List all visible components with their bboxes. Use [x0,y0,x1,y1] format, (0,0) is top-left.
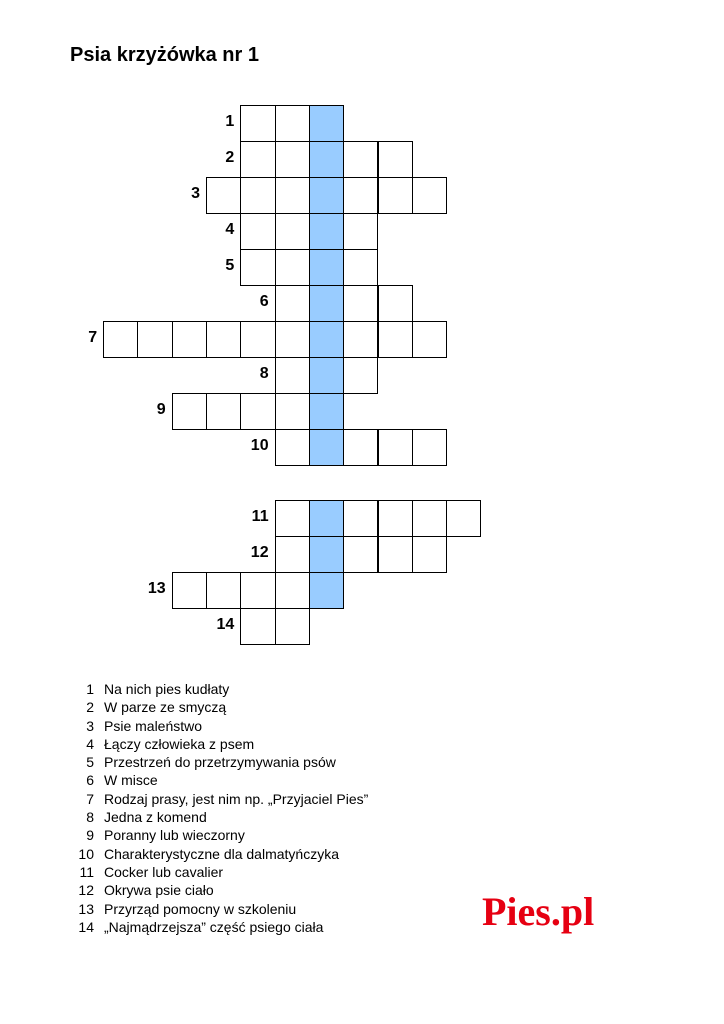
grid-cell[interactable] [240,177,275,214]
clue-item-number: 14 [78,918,94,935]
clue-number: 11 [251,508,269,525]
clue-item-text: W misce [104,772,158,789]
grid-cell[interactable] [378,500,413,537]
grid-cell[interactable] [275,357,310,394]
key-cell[interactable] [309,321,344,358]
clue-item [70,845,490,863]
clue-item [70,771,490,789]
clue-item-text: Psie maleństwo [104,717,203,734]
clue-item-number: 13 [78,900,94,917]
clue-number: 2 [225,149,235,166]
key-cell[interactable] [309,536,344,573]
grid-cell[interactable] [275,500,310,537]
grid-cell[interactable] [206,393,241,430]
grid-cell[interactable] [412,536,447,573]
clue-number: 14 [216,616,235,633]
grid-cell[interactable] [412,500,447,537]
clue-number: 3 [191,185,200,202]
clue-item-text: Łączy człowieka z psem [104,735,255,752]
clue-number: 6 [259,293,269,310]
key-cell[interactable] [309,393,344,430]
grid-cell[interactable] [206,177,241,214]
grid-cell[interactable] [378,536,413,573]
clue-item-text: Rodzaj prasy, jest nim np. „Przyjaciel Pies” [104,790,369,807]
grid-cell[interactable] [378,141,413,178]
grid-cell[interactable] [378,321,413,358]
logo: Pies.pl [482,889,595,934]
grid-cell[interactable] [240,213,275,250]
grid-cell[interactable] [240,321,275,358]
clue-item-text: Charakterystyczne dla dalmatyńczyka [104,845,339,862]
clue-item [70,753,490,771]
grid-cell[interactable] [275,105,310,142]
clue-item [70,698,490,716]
clue-item [70,790,490,808]
grid-cell[interactable] [378,285,413,322]
clue-number: 5 [225,257,235,274]
key-cell[interactable] [309,249,344,286]
grid-cell[interactable] [275,536,310,573]
grid-cell[interactable] [240,105,275,142]
clue-item-number: 8 [86,809,94,826]
clue-number: 9 [156,401,166,418]
grid-cell[interactable] [275,213,310,250]
clue-item [70,680,490,698]
grid-cell[interactable] [206,572,241,609]
clue-item-text: Przestrzeń do przetrzymywania psów [104,754,336,771]
clue-item-number: 3 [86,717,94,734]
grid-cell[interactable] [343,536,378,573]
clue-number: 8 [259,365,269,382]
grid-cell[interactable] [172,393,207,430]
clue-item-text: W parze ze smyczą [104,699,227,716]
grid-cell[interactable] [412,429,447,466]
clue-item-text: Przyrząd pomocny w szkoleniu [104,900,297,917]
clue-number: 1 [225,113,235,130]
grid-cell[interactable] [137,321,172,358]
clue-list [70,680,490,936]
clue-item-number: 11 [79,863,94,880]
clue-number: 12 [250,544,269,561]
key-cell[interactable] [309,357,344,394]
grid-cell[interactable] [378,429,413,466]
clue-item [70,808,490,826]
grid-cell[interactable] [275,321,310,358]
grid-cell[interactable] [343,429,378,466]
grid-cell[interactable] [240,249,275,286]
grid-cell[interactable] [343,321,378,358]
grid-cell[interactable] [275,608,310,645]
clue-item [70,900,490,918]
clue-number: 13 [147,580,166,597]
clue-item-text: Poranny lub wieczorny [104,827,245,844]
clue-item-text: Cocker lub cavalier [104,863,224,880]
clue-item-number: 2 [86,699,94,716]
grid-cell[interactable] [446,500,481,537]
grid-cell[interactable] [172,572,207,609]
clue-number: 7 [88,329,98,346]
clue-item-number: 12 [78,882,94,899]
grid-cell[interactable] [412,177,447,214]
grid-cell[interactable] [343,177,378,214]
grid-cell[interactable] [378,177,413,214]
key-cell[interactable] [309,429,344,466]
clue-item-number: 5 [86,754,94,771]
clue-item [70,717,490,735]
grid-cell[interactable] [343,249,378,286]
key-cell[interactable] [309,500,344,537]
clue-number: 10 [250,437,269,454]
clue-item-number: 4 [86,735,94,752]
grid-cell[interactable] [343,285,378,322]
grid-cell[interactable] [275,429,310,466]
grid-cell[interactable] [343,213,378,250]
grid-cell[interactable] [275,285,310,322]
clue-item-number: 7 [86,790,94,807]
grid-cell[interactable] [103,321,138,358]
clue-item-number: 9 [86,827,94,844]
grid-cell[interactable] [275,141,310,178]
clue-item [70,735,490,753]
clue-item [70,826,490,844]
key-cell[interactable] [309,285,344,322]
grid-cell[interactable] [240,608,275,645]
grid-cell[interactable] [412,321,447,358]
clue-item [70,881,490,899]
grid-cell[interactable] [275,572,310,609]
clue-item [70,863,490,881]
grid-cell[interactable] [240,572,275,609]
key-cell[interactable] [309,213,344,250]
grid-cell[interactable] [343,357,378,394]
grid-cell[interactable] [240,141,275,178]
clue-item-number: 10 [78,845,94,862]
page-title: Psia krzyżówka nr 1 [70,44,259,66]
key-cell[interactable] [309,141,344,178]
clue-item [70,918,490,936]
clue-item-text: Na nich pies kudłaty [104,681,230,697]
clue-number: 4 [225,221,235,238]
clue-item-number: 1 [86,681,94,697]
grid-cell[interactable] [343,500,378,537]
grid-cell[interactable] [206,321,241,358]
clue-item-text: „Najmądrzejsza” część psiego ciała [104,918,324,935]
clue-item-number: 6 [86,772,94,789]
grid-cell[interactable] [275,177,310,214]
grid-cell[interactable] [275,249,310,286]
grid-cell[interactable] [240,393,275,430]
grid-cell[interactable] [172,321,207,358]
key-cell[interactable] [309,177,344,214]
key-cell[interactable] [309,572,344,609]
clue-item-text: Okrywa psie ciało [104,882,214,899]
grid-cell[interactable] [343,141,378,178]
grid-cell[interactable] [275,393,310,430]
key-cell[interactable] [309,105,344,142]
clue-item-text: Jedna z komend [104,809,207,826]
